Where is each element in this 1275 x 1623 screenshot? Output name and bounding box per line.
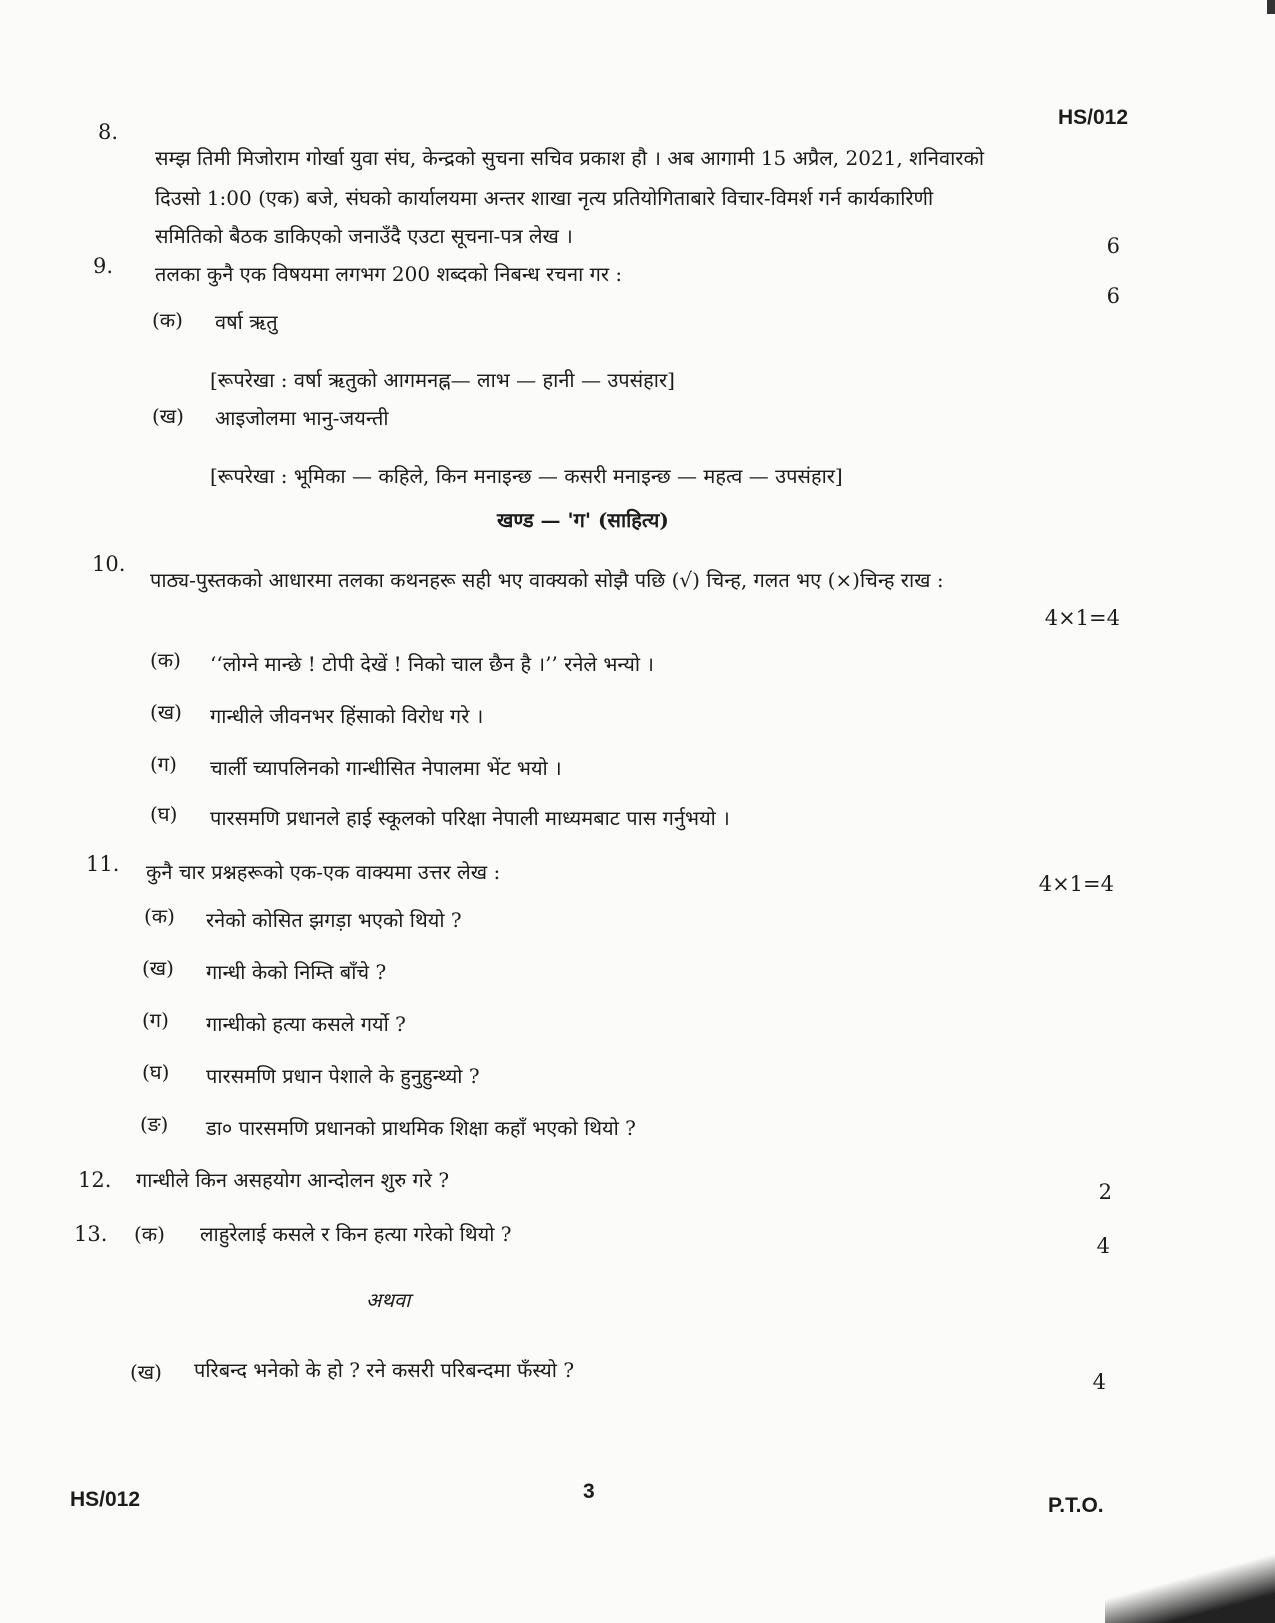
q13-a-label: (क) bbox=[134, 1222, 165, 1246]
q10-c-label: (ग) bbox=[150, 752, 177, 776]
q9-a-text: वर्षा ऋतु bbox=[215, 310, 278, 334]
q10-b-label: (ख) bbox=[150, 700, 182, 724]
q9-number: 9. bbox=[93, 254, 114, 278]
header-code: HS/012 bbox=[1057, 106, 1128, 129]
q13-a-text: लाहुरेलाई कसले र किन हत्या गरेको थियो ? bbox=[200, 1222, 512, 1246]
q9-b-label: (ख) bbox=[152, 404, 184, 428]
q9-text: तलका कुनै एक विषयमा लगभग 200 शब्दको निबन्ध रचना गर : bbox=[155, 262, 623, 286]
q10-a-label: (क) bbox=[150, 648, 181, 672]
pto-label: P.T.O. bbox=[1048, 1494, 1104, 1517]
q10-text: पाठ्य-पुस्तकको आधारमा तलका कथनहरू सही भए वाक्यको सोझै पछि (√) चिन्ह, गलत भए (×)चिन्ह राख : bbox=[150, 568, 944, 592]
q12-text: गान्धीले किन असहयोग आन्दोलन शुरु गरे ? bbox=[136, 1168, 450, 1192]
q9-a-label: (क) bbox=[152, 308, 183, 332]
q12-marks: 2 bbox=[1098, 1180, 1112, 1204]
q8-line-2: दिउसो 1:00 (एक) बजे, संघको कार्यालयमा अन्तर शाखा नृत्य प्रतियोगिताबारे विचार-विमर्श गर्न कार्यकारिणी bbox=[155, 186, 934, 210]
q9-b-text: आइजोलमा भानु-जयन्ती bbox=[215, 406, 389, 430]
scan-corner-shadow bbox=[1105, 1553, 1275, 1623]
q11-c-label: (ग) bbox=[142, 1008, 169, 1032]
q11-a-text: रनेको कोसित झगड़ा भएको थियो ? bbox=[206, 908, 462, 932]
q11-e-text: डा० पारसमणि प्रधानको प्राथमिक शिक्षा कहाँ भएको थियो ? bbox=[206, 1116, 636, 1140]
q8-line-1: सम्झ तिमी मिजोराम गोर्खा युवा संघ, केन्द्रको सुचना सचिव प्रकाश हौ । अब आगामी 15 अप्रैल, 2021, शनिवारको bbox=[155, 146, 985, 170]
footer-code: HS/012 bbox=[70, 1488, 141, 1511]
q9-marks: 6 bbox=[1106, 284, 1120, 308]
q13-a-marks: 4 bbox=[1096, 1234, 1110, 1258]
q10-c-text: चार्ली च्यापलिनको गान्धीसित नेपालमा भेंट भयो । bbox=[210, 756, 562, 780]
q11-marks: 4×1=4 bbox=[1038, 872, 1114, 896]
q11-number: 11. bbox=[86, 852, 120, 876]
q13-or: अथवा bbox=[366, 1288, 411, 1312]
q10-d-label: (घ) bbox=[150, 802, 178, 826]
q11-text: कुनै चार प्रश्नहरूको एक-एक वाक्यमा उत्तर लेख : bbox=[146, 860, 501, 884]
section-heading: खण्ड — 'ग' (साहित्य) bbox=[497, 508, 669, 532]
scan-corner-mark bbox=[1267, 0, 1275, 14]
page-number: 3 bbox=[583, 1480, 595, 1503]
q11-c-text: गान्धीको हत्या कसले गर्यो ? bbox=[206, 1012, 406, 1036]
q9-a-outline: [रूपरेखा : वर्षा ऋतुको आगमनह्न— लाभ — हानी — उपसंहार] bbox=[210, 368, 675, 392]
q11-e-label: (ङ) bbox=[140, 1112, 169, 1136]
q8-number: 8. bbox=[98, 120, 119, 144]
q9-b-outline: [रूपरेखा : भूमिका — कहिले, किन मनाइन्छ — कसरी मनाइन्छ — महत्व — उपसंहार] bbox=[210, 464, 843, 488]
q13-b-label: (ख) bbox=[130, 1360, 162, 1384]
q10-marks: 4×1=4 bbox=[1044, 606, 1120, 630]
q10-d-text: पारसमणि प्रधानले हाई स्कूलको परिक्षा नेपाली माध्यमबाट पास गर्नुभयो । bbox=[210, 806, 730, 830]
q10-number: 10. bbox=[92, 552, 126, 576]
q8-line-3: समितिको बैठक डाकिएको जनाउँदै एउटा सूचना-पत्र लेख । bbox=[155, 224, 573, 248]
q11-b-text: गान्धी केको निम्ति बाँचे ? bbox=[206, 960, 387, 984]
q10-b-text: गान्धीले जीवनभर हिंसाको विरोध गरे । bbox=[210, 704, 484, 728]
q11-b-label: (ख) bbox=[142, 956, 174, 980]
q11-d-label: (घ) bbox=[142, 1060, 170, 1084]
q11-d-text: पारसमणि प्रधान पेशाले के हुनुहुन्थ्यो ? bbox=[206, 1064, 480, 1088]
q13-b-text: परिबन्द भनेको के हो ? रने कसरी परिबन्दमा फँस्यो ? bbox=[194, 1358, 575, 1382]
q13-number: 13. bbox=[74, 1222, 108, 1246]
q11-a-label: (क) bbox=[144, 904, 175, 928]
q12-number: 12. bbox=[78, 1168, 112, 1192]
q13-b-marks: 4 bbox=[1092, 1370, 1106, 1394]
q8-marks: 6 bbox=[1106, 234, 1120, 258]
q10-a-text: ‘‘लोग्ने मान्छे ! टोपी देखें ! निको चाल छैन है ।’’ रनेले भन्यो । bbox=[210, 652, 655, 676]
